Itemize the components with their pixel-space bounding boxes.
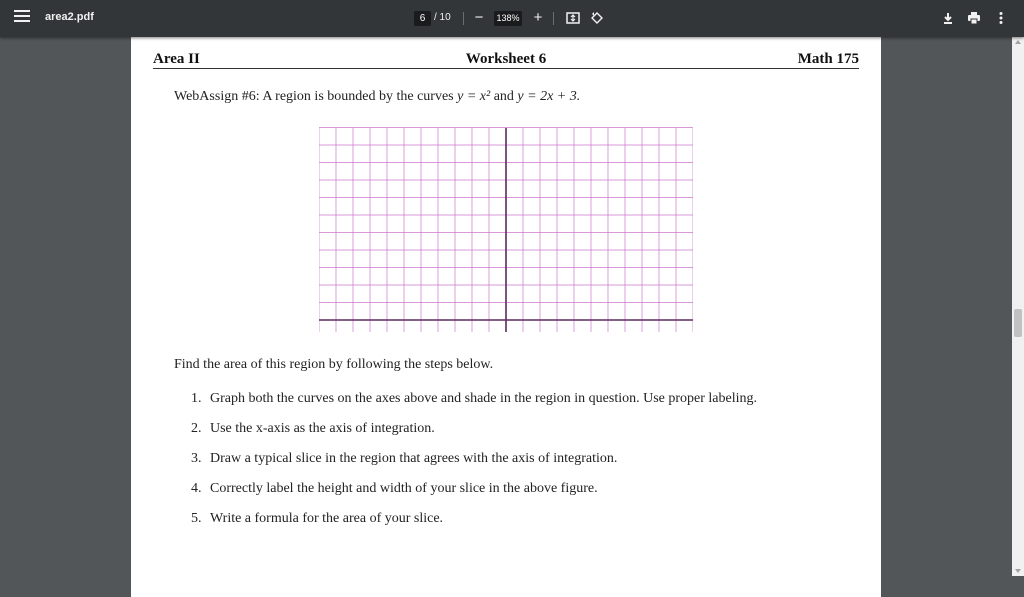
page-total: / 10 <box>434 12 451 23</box>
header-topic: Area II <box>153 51 200 67</box>
and-word: and <box>493 89 518 104</box>
step-item: 1. Graph both the curves on the axes above and shade in the region in question. Use proper labeling. <box>191 391 758 406</box>
header-course: Math 175 <box>797 51 859 67</box>
document-title: area2.pdf <box>45 11 94 23</box>
header-worksheet: Worksheet 6 <box>465 51 547 67</box>
step-item: 5. Write a formula for the area of your slice. <box>191 511 444 526</box>
step-item: 4. Correctly label the height and width of your slice in the above figure. <box>191 481 598 496</box>
step-item: 3. Draw a typical slice in the region that agrees with the axis of integration. <box>191 451 618 466</box>
download-icon[interactable] <box>940 10 956 26</box>
toolbar-divider <box>463 12 464 25</box>
curve-one: y = x² <box>457 89 494 104</box>
zoom-level-input[interactable]: 138% <box>494 11 522 26</box>
instructions-intro: Find the area of this region by following the steps below. <box>174 357 494 372</box>
more-options-icon[interactable] <box>993 10 1009 26</box>
curve-two: y = 2x + 3. <box>517 89 581 104</box>
pdf-toolbar <box>0 0 1024 37</box>
page-number-input[interactable]: 6 <box>414 11 431 26</box>
problem-statement <box>174 89 580 105</box>
blank-graph-grid <box>319 127 693 333</box>
fit-page-icon[interactable] <box>565 10 581 26</box>
toolbar-divider <box>553 12 554 25</box>
print-icon[interactable] <box>966 10 982 26</box>
menu-icon[interactable] <box>14 10 30 26</box>
worksheet-header <box>153 50 859 69</box>
zoom-in-button[interactable]: + <box>533 9 543 26</box>
vertical-scrollbar[interactable] <box>1012 37 1024 576</box>
rotate-icon[interactable] <box>589 10 605 26</box>
zoom-out-button[interactable]: − <box>474 9 484 26</box>
steps-list <box>191 391 757 541</box>
step-item: 2. Use the x-axis as the axis of integration. <box>191 421 435 436</box>
pdf-page <box>131 37 881 597</box>
scrollbar-thumb[interactable] <box>1014 309 1022 337</box>
problem-prefix: WebAssign #6: A region is bounded by the curves <box>174 89 458 104</box>
scroll-up-arrow-icon[interactable] <box>1015 40 1021 44</box>
scroll-down-arrow-icon[interactable] <box>1015 569 1021 573</box>
